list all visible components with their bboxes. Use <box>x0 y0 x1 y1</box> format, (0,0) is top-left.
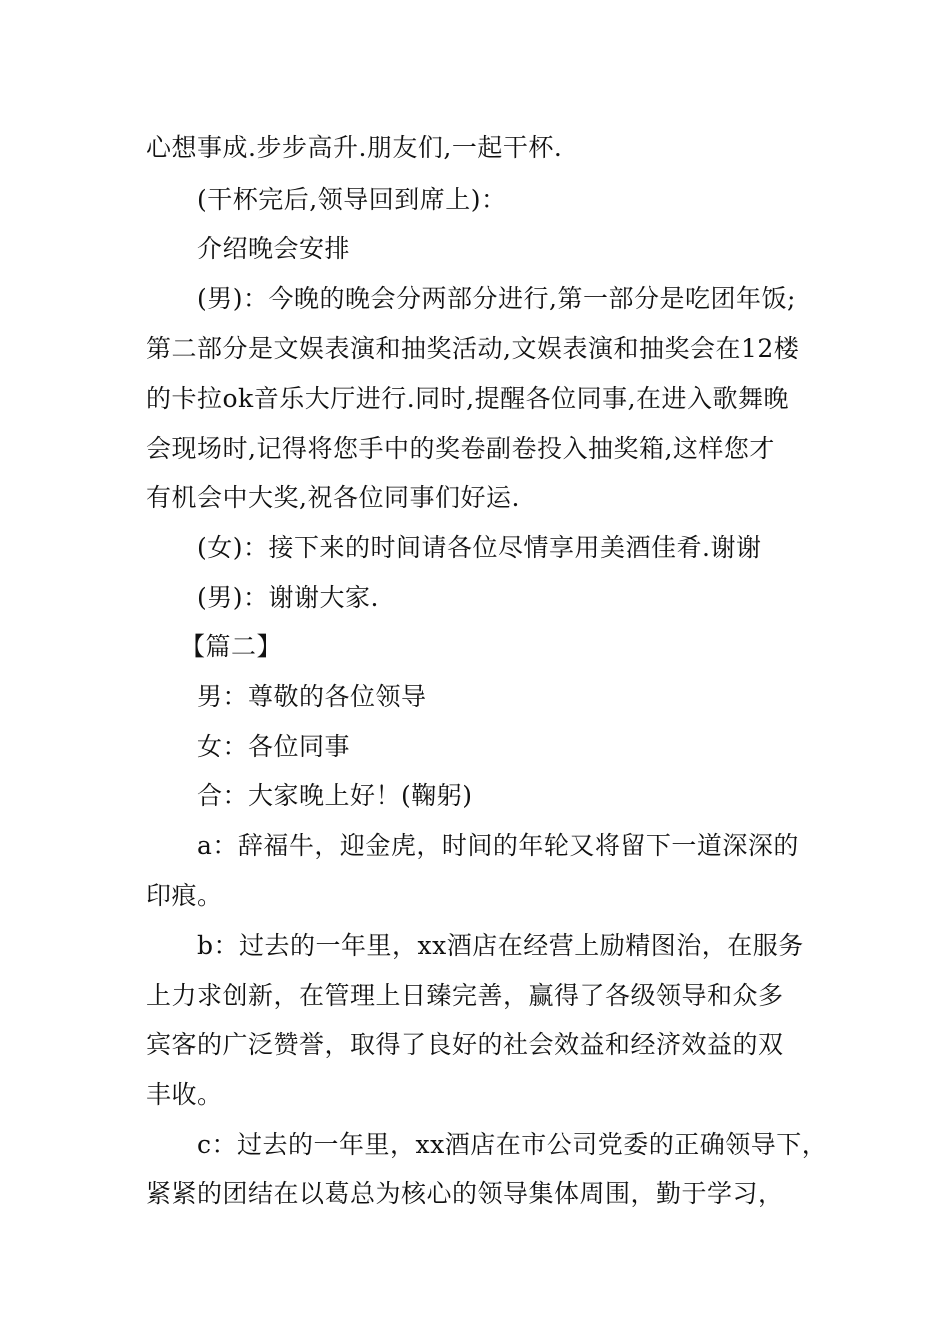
text-line: 有机会中大奖,祝各位同事们好运. <box>146 483 520 512</box>
text-line: (男)：今晚的晚会分两部分进行,第一部分是吃团年饭; <box>197 284 796 313</box>
text-line: a：辞福牛，迎金虎，时间的年轮又将留下一道深深的 <box>197 831 799 860</box>
text-line: 介绍晚会安排 <box>197 234 351 263</box>
text-line: 会现场时,记得将您手中的奖卷副卷投入抽奖箱,这样您才 <box>146 434 775 463</box>
text-line: 女：各位同事 <box>197 732 351 761</box>
text-line: 上力求创新，在管理上日臻完善，赢得了各级领导和众多 <box>146 981 784 1010</box>
text-line: 宾客的广泛赞誉，取得了良好的社会效益和经济效益的双 <box>146 1030 784 1059</box>
text-line: 合：大家晚上好！(鞠躬) <box>197 781 473 810</box>
text-line: 第二部分是文娱表演和抽奖活动,文娱表演和抽奖会在12楼 <box>146 334 800 363</box>
text-line: 紧紧的团结在以葛总为核心的领导集体周围，勤于学习， <box>146 1179 784 1208</box>
text-line: (男)：谢谢大家. <box>197 583 379 612</box>
text-line: (女)：接下来的时间请各位尽情享用美酒佳肴.谢谢 <box>197 533 762 562</box>
text-line: 印痕。 <box>146 881 223 910</box>
section-heading: 【篇二】 <box>180 632 283 661</box>
text-line: 男：尊敬的各位领导 <box>197 682 427 711</box>
text-line: 的卡拉ok音乐大厅进行.同时,提醒各位同事,在进入歌舞晚 <box>146 384 790 413</box>
text-line: (干杯完后,领导回到席上)： <box>197 185 507 214</box>
text-line: 丰收。 <box>146 1080 223 1109</box>
text-line: 心想事成.步步高升.朋友们,一起干杯. <box>146 133 563 162</box>
text-line: b：过去的一年里，xx酒店在经营上励精图治，在服务 <box>197 931 804 960</box>
text-line: c：过去的一年里，xx酒店在市公司党委的正确领导下， <box>197 1130 828 1159</box>
